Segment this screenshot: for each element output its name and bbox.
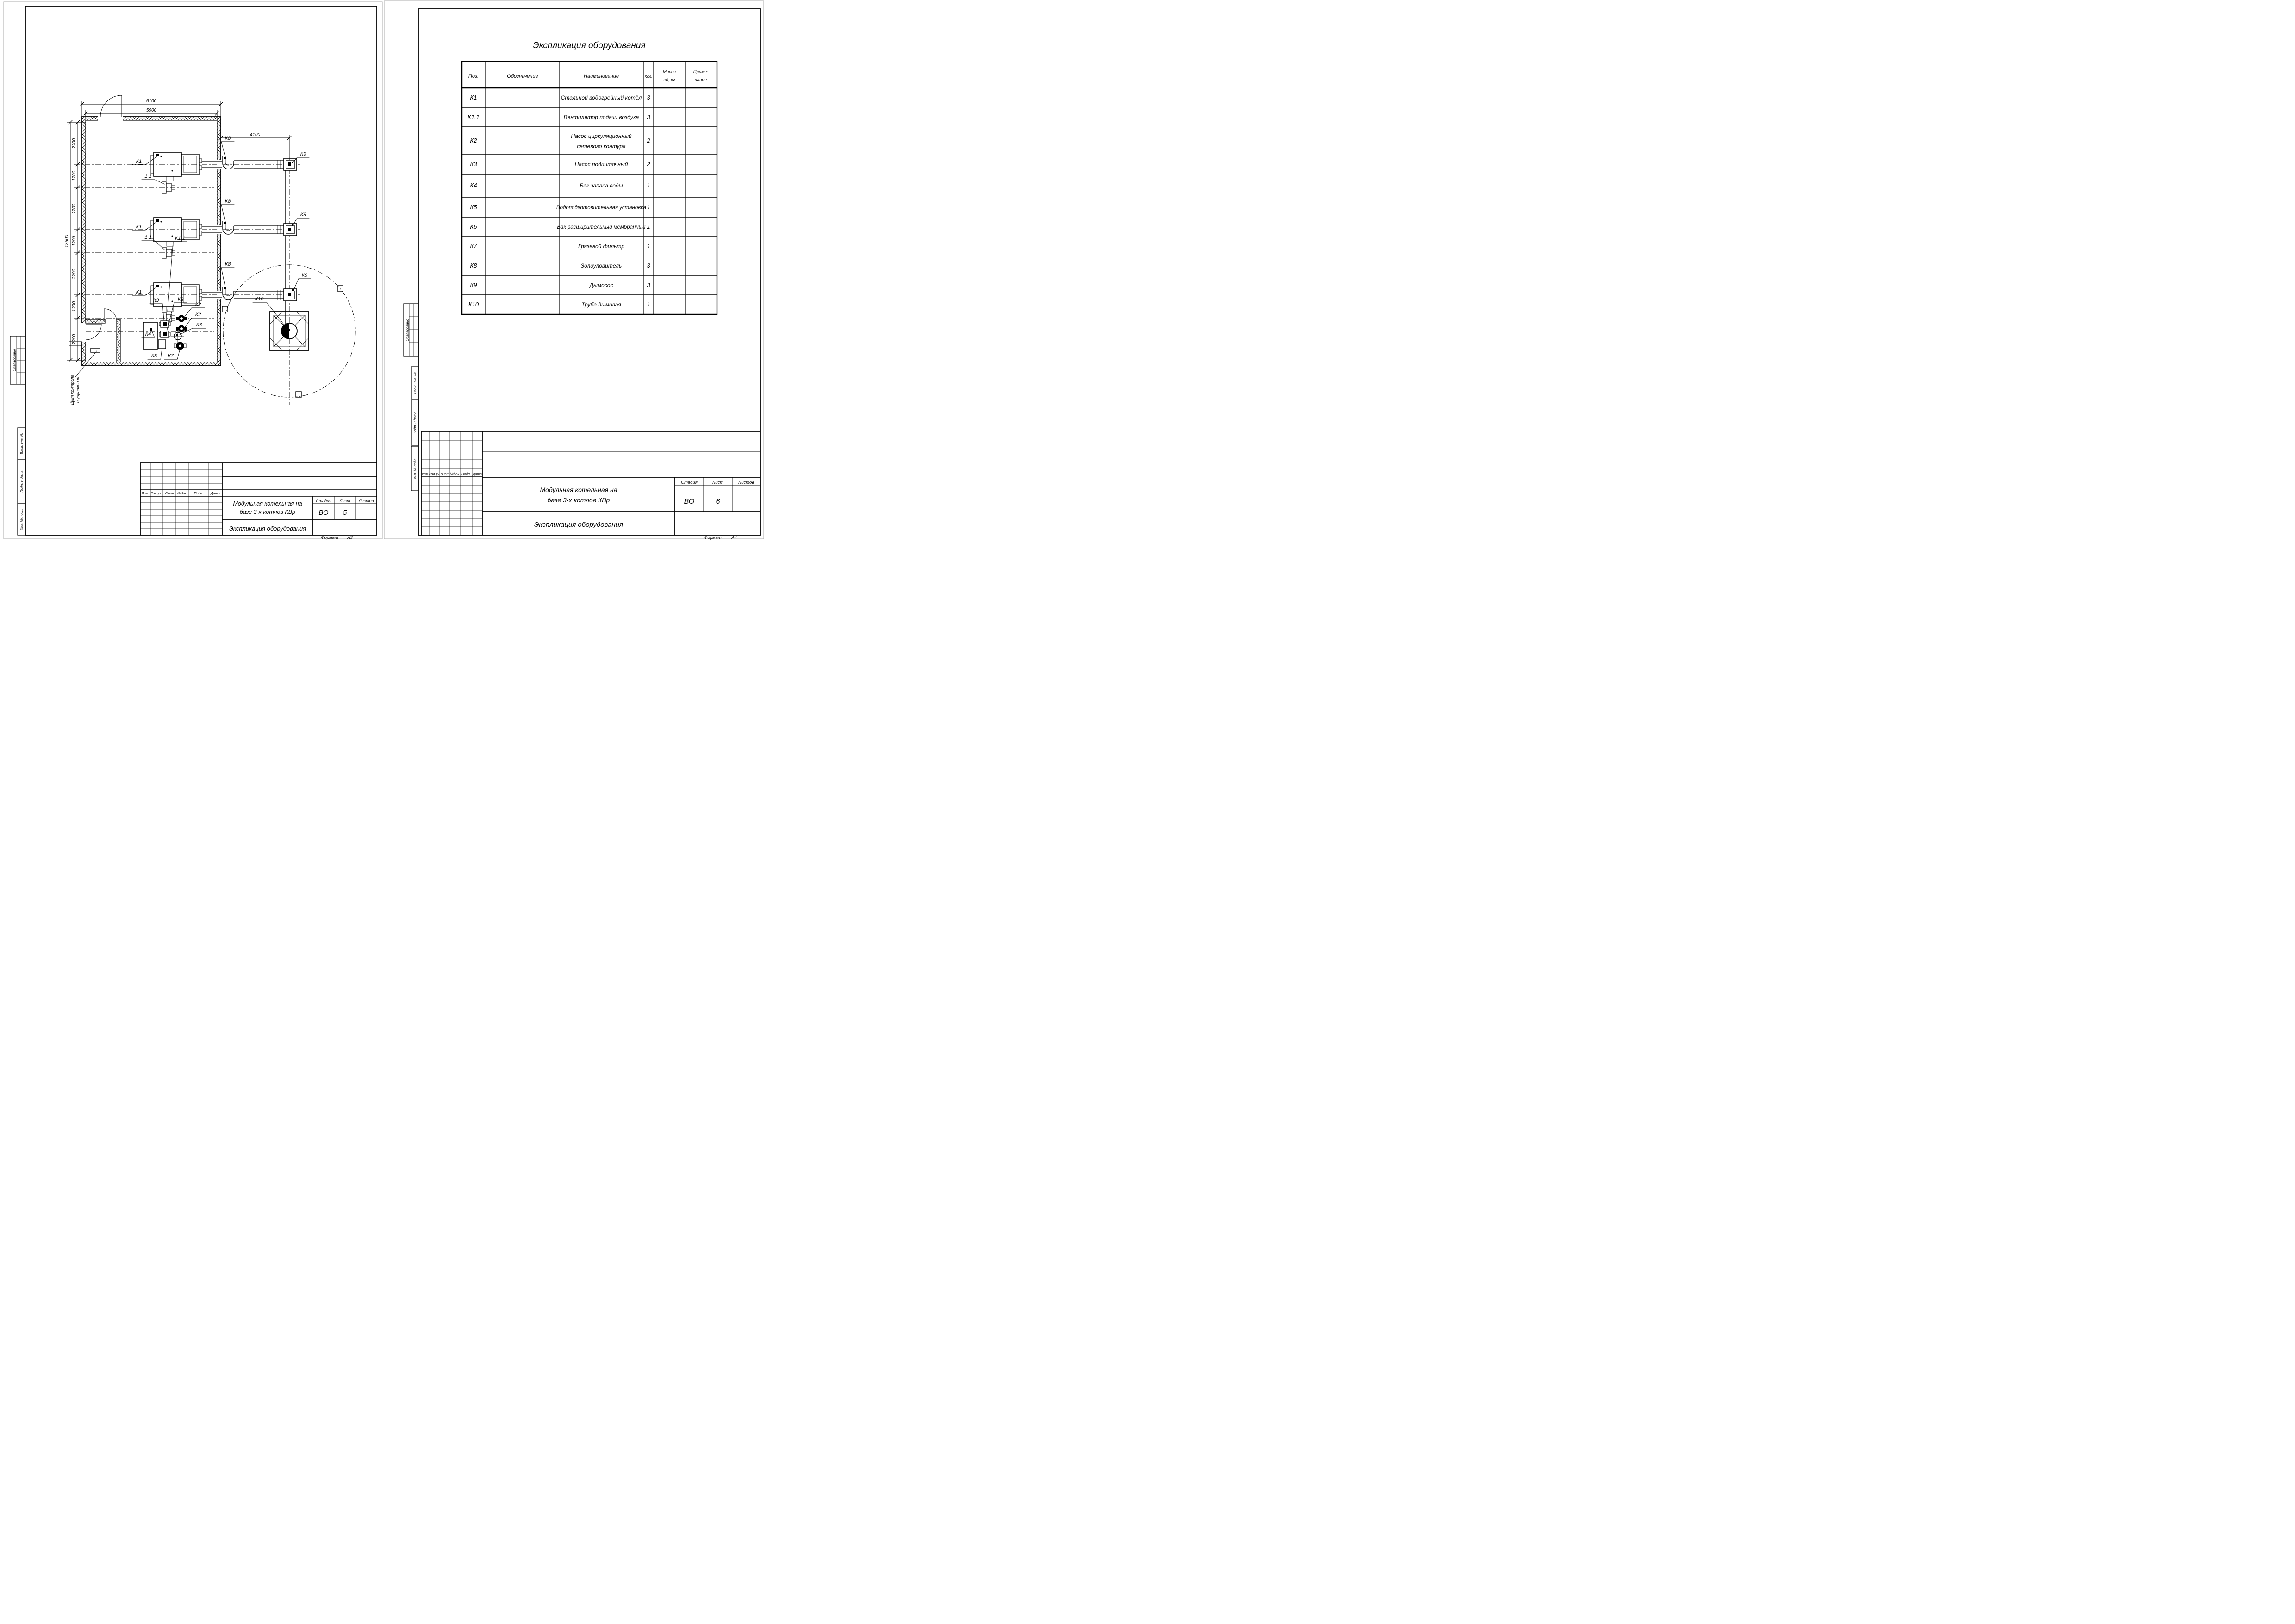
row-qty: 1 bbox=[647, 301, 650, 308]
label-k4: К4 bbox=[145, 331, 151, 337]
label-k5: К5 bbox=[151, 353, 157, 359]
label-fan-11: 1.1 bbox=[144, 174, 152, 179]
row-qty: 2 bbox=[647, 137, 650, 144]
stamp-approved: Согласовано bbox=[12, 349, 17, 372]
tb-stage-label: Стадия bbox=[681, 480, 698, 485]
dim-chain: 2200 bbox=[72, 138, 77, 149]
label-k3: К3 bbox=[153, 298, 159, 303]
row-name: Насос циркуляционный bbox=[571, 133, 632, 139]
smoke-exhauster-2 bbox=[284, 224, 297, 236]
dim-4100: 4100 bbox=[249, 132, 261, 137]
tb-col-podp: Подп. bbox=[461, 472, 471, 476]
row-name: Бак запаса воды bbox=[580, 182, 623, 189]
dim-chain: 2200 bbox=[72, 334, 77, 345]
th-designation: Обозначение bbox=[507, 74, 538, 79]
dim-chain: 1200 bbox=[72, 170, 77, 181]
row-pos: К1 bbox=[470, 94, 477, 101]
label-k10: К10 bbox=[255, 296, 264, 302]
tb-listov-label: Листов bbox=[738, 480, 755, 485]
row-name: Вентилятор подачи воздуха bbox=[563, 114, 639, 120]
row-pos: К8 bbox=[470, 262, 477, 269]
drawing-canvas bbox=[0, 0, 765, 541]
th-mass-2: ед, кг bbox=[663, 77, 675, 82]
label-k2: К2 bbox=[195, 302, 201, 307]
row-name: Стальной водогрейный котёл bbox=[561, 94, 642, 101]
dim-chain: 2200 bbox=[72, 269, 77, 280]
table-title: Экспликация оборудования bbox=[533, 41, 646, 50]
dim-chain: 2200 bbox=[72, 203, 77, 214]
tb-doc-title: Экспликация оборудования bbox=[534, 521, 623, 529]
row-pos: К7 bbox=[470, 243, 477, 250]
dim-6100: 6100 bbox=[146, 99, 157, 104]
label-k9: К9 bbox=[300, 212, 306, 218]
tb-col-podp: Подп. bbox=[194, 491, 203, 495]
row-pos: К6 bbox=[470, 223, 477, 230]
tb-project-2: базе 3-х котлов КВр bbox=[239, 509, 296, 515]
row-pos: К1.1 bbox=[468, 113, 480, 120]
tb-project-2: базе 3-х котлов КВр bbox=[547, 496, 610, 504]
tb-col-izm: Изм. bbox=[142, 491, 149, 495]
tb-col-izm: Изм. bbox=[422, 472, 429, 476]
th-qty: Кол. bbox=[644, 74, 653, 79]
row-pos: К2 bbox=[470, 137, 477, 144]
label-k11: К1.1 bbox=[175, 236, 185, 241]
label-fan-11: 1.1 bbox=[144, 235, 152, 240]
th-note-2: чание bbox=[695, 77, 707, 82]
row-name: Насос подпиточный bbox=[574, 161, 628, 168]
row-qty: 1 bbox=[647, 243, 650, 250]
dim-chain: 1200 bbox=[72, 301, 77, 312]
tb-col-koluch: Кол.уч. bbox=[429, 472, 441, 476]
tb-doc-title: Экспликация оборудования bbox=[229, 525, 306, 532]
tb-col-list: Лист bbox=[165, 491, 174, 495]
stamp-vzam: Взам. инв. № bbox=[19, 432, 24, 455]
label-k8: К8 bbox=[225, 262, 231, 267]
dim-chain: 1200 bbox=[72, 236, 77, 247]
tb-project-1: Модульная котельная на bbox=[540, 486, 617, 493]
th-note-1: Приме- bbox=[693, 69, 709, 75]
row-qty: 3 bbox=[647, 113, 650, 120]
row-name: Дымосос bbox=[589, 282, 613, 288]
label-k9: К9 bbox=[301, 273, 308, 278]
row-name: Бак расширительный мембранный bbox=[557, 225, 646, 230]
row-name: Золоуловитель bbox=[580, 262, 622, 269]
label-control-panel: Щит контроля bbox=[70, 375, 75, 405]
th-mass-1: Масса bbox=[662, 69, 676, 75]
dim-5900: 5900 bbox=[146, 108, 157, 113]
stamp-inv: Инв. № подл. bbox=[413, 457, 417, 480]
stamp-podp: Подп. и дата bbox=[19, 470, 24, 493]
partition-wall-v bbox=[117, 319, 120, 362]
left-page-edge bbox=[4, 2, 382, 539]
th-name: Наименование bbox=[584, 74, 619, 79]
label-k2: К2 bbox=[195, 312, 201, 318]
row-qty: 3 bbox=[647, 262, 650, 269]
label-control-panel: и управления bbox=[75, 376, 80, 403]
tb-list-label: Лист bbox=[712, 480, 724, 485]
row-qty: 3 bbox=[647, 94, 650, 101]
row-qty: 1 bbox=[647, 182, 650, 189]
tb-col-koluch: Кол.уч. bbox=[150, 491, 162, 495]
smoke-exhauster-3 bbox=[284, 289, 297, 301]
tb-sheet-number: 6 bbox=[716, 498, 720, 506]
row-pos: К3 bbox=[470, 161, 477, 168]
row-name: Водоподготовительная установка bbox=[556, 205, 647, 211]
label-k1: К1 bbox=[136, 159, 142, 164]
stamp-inv: Инв. № подл. bbox=[19, 508, 24, 531]
row-name: Труба дымовая bbox=[581, 301, 621, 308]
label-k8: К8 bbox=[225, 136, 231, 141]
row-pos: К9 bbox=[470, 281, 477, 288]
tb-col-ndok: №док. bbox=[449, 472, 461, 476]
tb-listov-label: Листов bbox=[358, 499, 374, 503]
stamp-approved: Согласовано bbox=[405, 319, 410, 342]
row-qty: 1 bbox=[647, 204, 650, 211]
row-qty: 3 bbox=[647, 281, 650, 288]
drawing-svg bbox=[0, 0, 765, 541]
format-label: Формат bbox=[704, 535, 722, 540]
label-k6: К6 bbox=[196, 322, 202, 328]
format-label: Формат bbox=[321, 535, 338, 540]
tb-col-data: Дата bbox=[473, 472, 482, 476]
partition-wall-h bbox=[86, 319, 105, 323]
th-pos: Поз. bbox=[468, 74, 479, 79]
row-pos: К10 bbox=[468, 301, 479, 308]
label-k9: К9 bbox=[300, 151, 306, 157]
tb-col-ndok: №док. bbox=[177, 491, 188, 495]
right-sheet bbox=[384, 1, 764, 540]
tb-project-1: Модульная котельная на bbox=[233, 500, 302, 507]
tb-sheet-number: 5 bbox=[343, 509, 347, 517]
format-value: А3 bbox=[347, 535, 353, 540]
format-value: А4 bbox=[731, 535, 737, 540]
stamp-podp: Подп. и дата bbox=[413, 412, 417, 434]
label-k8: К8 bbox=[225, 199, 231, 204]
tb-stage-value: ВО bbox=[318, 509, 329, 517]
tb-list-label: Лист bbox=[339, 499, 350, 503]
tb-stage-label: Стадия bbox=[316, 499, 331, 503]
stamp-vzam: Взам. инв. № bbox=[413, 372, 417, 394]
label-k3: К3 bbox=[177, 297, 184, 302]
left-sheet bbox=[4, 2, 382, 540]
row-qty: 2 bbox=[647, 161, 650, 168]
label-k1: К1 bbox=[136, 289, 142, 295]
row-pos: К4 bbox=[470, 182, 477, 189]
row-name-2: сетевого контура bbox=[577, 143, 626, 150]
row-name: Грязевой фильтр bbox=[578, 243, 625, 250]
label-k7: К7 bbox=[168, 353, 174, 359]
feed-pump-k3 bbox=[159, 331, 170, 337]
tb-col-data: Дата bbox=[211, 491, 220, 495]
label-k1: К1 bbox=[136, 224, 142, 230]
tb-stage-value: ВО bbox=[684, 498, 695, 506]
tb-col-list: Лист bbox=[440, 472, 449, 476]
right-page-edge bbox=[384, 1, 764, 539]
row-qty: 1 bbox=[647, 223, 650, 230]
row-pos: К5 bbox=[470, 204, 477, 211]
dim-12600: 12600 bbox=[64, 235, 69, 248]
